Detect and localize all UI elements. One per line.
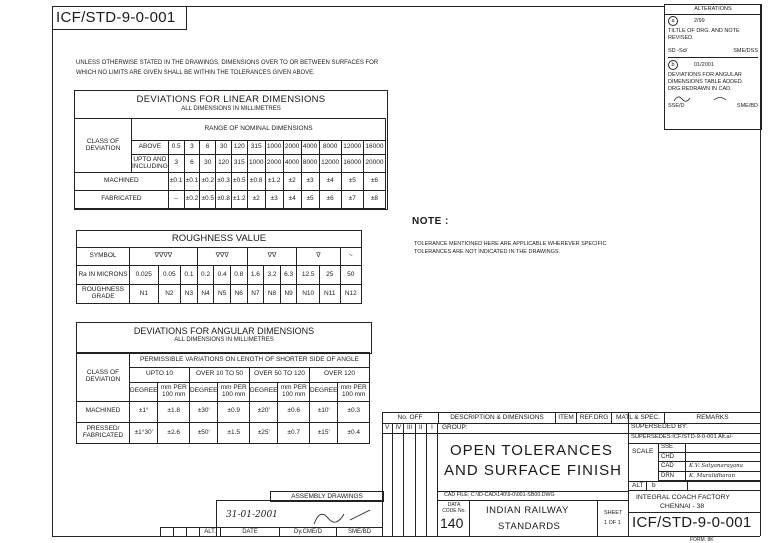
footer-dy: Dy.CME/D (279, 528, 336, 537)
alteration-a-date: 2/99 (694, 18, 705, 24)
linear-above-cell: 16000 (363, 141, 385, 155)
angular-value-cell: ±2.6 (158, 422, 190, 443)
roughness-ra-cell: 0.025 (130, 266, 159, 285)
tb-roman-cell: III (404, 423, 415, 433)
footer-cell-2 (173, 528, 186, 537)
linear-value-cell: ±1.2 (231, 191, 247, 209)
linear-above-cell: 2000 (283, 141, 301, 155)
roughness-ra-cell: 25 (319, 266, 340, 285)
linear-upto-cell: 8000 (301, 155, 319, 173)
angular-title: DEVIATIONS FOR ANGULAR DIMENSIONS (133, 326, 315, 336)
roughness-symbol-label: SYMBOL (77, 248, 130, 266)
roughness-ra-cell: 12.5 (297, 266, 320, 285)
role-row (658, 443, 760, 453)
tb-roman-cell: IV (393, 423, 404, 433)
linear-value-cell: ±0.2 (200, 173, 216, 191)
linear-upto-cell: 2000 (265, 155, 283, 173)
angular-value-cell: ±1.5 (218, 422, 250, 443)
tb-col-iii (404, 433, 415, 536)
angular-value-cell: ±30' (190, 401, 218, 422)
alteration-b-mark: b (668, 60, 678, 70)
linear-row-name: FABRICATED (75, 191, 169, 209)
linear-title: DEVIATIONS FOR LINEAR DIMENSIONS (136, 94, 326, 105)
linear-value-cell: ±0.1 (168, 173, 184, 191)
alterations-title: ALTERATIONS (665, 5, 761, 15)
roughness-ra-cell: 3.2 (264, 266, 281, 285)
roughness-grade-label: ROUGHNESS GRADE (77, 285, 130, 304)
supersedes: SUPERSEDES:ICF/STD-9-0-001 Alt.a/- (631, 434, 734, 440)
roughness-grade-cell: N11 (319, 285, 340, 304)
roughness-symbol-cell: ~ (340, 248, 361, 266)
linear-above-cell: 315 (247, 141, 265, 155)
linear-above-cell: 6 (200, 141, 216, 155)
role-label: CHD (658, 453, 686, 462)
angular-degree-header: DEGREE (130, 382, 158, 401)
angular-degree-header: DEGREE (250, 382, 278, 401)
linear-value-cell: ±0.2 (184, 191, 200, 209)
org-line2: STANDARDS (498, 521, 561, 532)
roughness-grade-cell: N3 (181, 285, 198, 304)
alteration-a-text: TILTLE OF DRG. AND NOTE REVISED. (668, 28, 740, 41)
roughness-ra-cell: 6.3 (280, 266, 297, 285)
role-label: DRN (658, 472, 686, 481)
footer-date: DATE (220, 528, 279, 537)
roughness-ra-cell: 0.2 (197, 266, 214, 285)
roughness-grade-cell: N7 (247, 285, 264, 304)
tb-right-divider (628, 412, 629, 536)
linear-value-cell: ±7 (341, 191, 363, 209)
tb-desc-label: DESCRIPTION & DIMENSIONS (439, 412, 556, 423)
angular-value-cell: ±25' (250, 422, 278, 443)
angular-table (76, 322, 372, 354)
alteration-a-mark: a (668, 16, 678, 26)
tb-header-row (382, 412, 760, 424)
angular-class-label: CLASS OF DEVIATION (77, 353, 130, 402)
linear-value-cell: ±0.8 (216, 191, 232, 209)
linear-value-cell: ±2 (283, 173, 301, 191)
angular-grid (76, 352, 370, 444)
linear-value-cell: ±4 (283, 191, 301, 209)
data-code-divider (469, 500, 470, 536)
alteration-b-signs (668, 103, 758, 110)
roughness-symbol-cell: ∇∇∇ (197, 248, 247, 266)
role-name (686, 453, 760, 462)
angular-row-name: MACHINED (77, 401, 130, 422)
role-row (658, 462, 760, 472)
angular-value-cell: ±1°30' (130, 422, 158, 443)
roughness-title: ROUGHNESS VALUE (76, 230, 362, 248)
linear-row-name: MACHINED (75, 173, 169, 191)
alterations-box (664, 4, 762, 130)
linear-value-cell: ±3 (265, 191, 283, 209)
angular-mm-header: mm PER 100 mm (218, 382, 250, 401)
angular-mm-header: mm PER 100 mm (338, 382, 370, 401)
roles-block (658, 443, 760, 481)
role-label: SSE (658, 443, 686, 452)
intro-text: UNLESS OTHERWISE STATED IN THE DRAWINGS, DIMENSIONS OVER TO OR BETWEEN SURFACES FOR WHICH NO LIMITS ARE GIVEN SHALL BE WITHIN THE TOLERANCES GIVEN ABOVE. (76, 60, 379, 76)
roughness-grade-cell: N6 (230, 285, 247, 304)
linear-class-label: CLASS OF DEVIATION (75, 119, 132, 173)
roughness-ra-cell: 1.6 (247, 266, 264, 285)
data-code: 140 (440, 515, 464, 531)
angular-value-cell: ±50' (190, 422, 218, 443)
linear-value-cell: ±5 (301, 191, 319, 209)
linear-value-cell: ±4 (319, 173, 341, 191)
angular-group-header: OVER 120 (310, 367, 370, 382)
linear-above-cell: 8000 (319, 141, 341, 155)
alteration-a-sign-left: SD -Sd/ (668, 48, 688, 54)
linear-above-label: ABOVE (132, 141, 169, 155)
linear-value-cell: ±0.8 (247, 173, 265, 191)
sheet-label: SHEET (604, 510, 623, 516)
footer-cell-1 (160, 528, 173, 537)
linear-value-cell: ±1.2 (265, 173, 283, 191)
footer-cell-3 (186, 528, 199, 537)
roughness-symbol-cell: ∇∇∇∇ (130, 248, 198, 266)
angular-value-cell: ±0.4 (338, 422, 370, 443)
angular-perm-label: PERMISSIBLE VARIATIONS ON LENGTH OF SHORTER SIDE OF ANGLE (130, 353, 370, 368)
linear-value-cell: ±3 (301, 173, 319, 191)
linear-subtitle: ALL DIMENSIONS IN MILLIMETRES (181, 106, 281, 112)
linear-above-cell: 0.5 (168, 141, 184, 155)
sheet-divider (597, 500, 598, 536)
doc-id-header: ICF/STD-9-0-001 (52, 6, 187, 30)
angular-value-cell: ±10' (310, 401, 338, 422)
angular-group-header: OVER 10 TO 50 (190, 367, 250, 382)
linear-range-label: RANGE OF NOMINAL DIMENSIONS (132, 119, 386, 141)
roughness-ra-cell: 0.1 (181, 266, 198, 285)
angular-value-cell: ±1° (130, 401, 158, 422)
datacode-row-line (438, 500, 628, 501)
alteration-a-signs (668, 48, 758, 58)
angular-value-cell: ±20' (250, 401, 278, 422)
linear-value-cell: -- (168, 191, 184, 209)
factory-bottom-line (628, 512, 760, 513)
linear-value-cell: ±0.3 (216, 173, 232, 191)
factory-line2: CHENNAI - 38 (660, 503, 705, 510)
alteration-a (665, 15, 761, 59)
footer-sme: SME/BD (336, 528, 382, 537)
linear-upto-cell: 4000 (283, 155, 301, 173)
alt-cells (646, 481, 688, 490)
frame-top-line (182, 6, 664, 7)
footer-alt: ALT. (199, 528, 220, 537)
linear-above-cell: 120 (231, 141, 247, 155)
tb-col-i (427, 433, 438, 536)
linear-upto-cell: 30 (200, 155, 216, 173)
signature-b-graphic (668, 93, 748, 103)
linear-upto-label: UPTO AND INCLUDING (132, 155, 169, 173)
alteration-b (665, 59, 761, 111)
role-name (686, 443, 760, 452)
linear-upto-cell: 3 (168, 155, 184, 173)
linear-upto-cell: 12000 (319, 155, 341, 173)
signature-graphic (310, 504, 380, 528)
tb-off-text: OFF (409, 414, 423, 421)
note-text: TOLERANCE MENTIONED HERE ARE APPLICABLE WHEREVER SPECIFIC TOLERANCES ARE NOT INDICATED IN THE DRAWINGS. (414, 241, 607, 255)
angular-degree-header: DEGREE (190, 382, 218, 401)
roughness-ra-cell: 0.8 (230, 266, 247, 285)
angular-subtitle: ALL DIMENSIONS IN MILLIMETRES (174, 337, 274, 343)
tb-left-columns (382, 433, 438, 536)
linear-above-cell: 12000 (341, 141, 363, 155)
angular-value-cell: ±0.6 (278, 401, 310, 422)
alteration-a-sign-right: SME/DSS (733, 48, 758, 54)
tb-refdrg-label: REF.DRG (577, 412, 612, 423)
alteration-b-text: DEVIATIONS FOR ANGULAR DIMENSIONS TABLE ADDED. DRG.REDRAWN IN CAD. (668, 72, 744, 92)
linear-upto-cell: 120 (216, 155, 232, 173)
linear-value-cell: ±0.5 (231, 173, 247, 191)
angular-mm-header: mm PER 100 mm (158, 382, 190, 401)
linear-above-cell: 4000 (301, 141, 319, 155)
tb-col-iv (393, 433, 404, 536)
angular-degree-header: DEGREE (310, 382, 338, 401)
tb-no-text: No. (397, 414, 408, 421)
data-code-label: DATA CODE No. (442, 502, 466, 514)
tb-col-ii (416, 433, 427, 536)
angular-group-header: UPTO 10 (130, 367, 190, 382)
tb-no-label (382, 412, 439, 423)
linear-above-cell: 3 (184, 141, 200, 155)
factory-line1: INTEGRAL COACH FACTORY (636, 494, 730, 501)
roughness-ra-cell: 50 (340, 266, 361, 285)
tb-group-label: GROUP: (442, 424, 468, 431)
roughness-ra-cell: 0.4 (214, 266, 231, 285)
linear-value-cell: ±6 (363, 173, 385, 191)
roughness-grade-cell: N9 (280, 285, 297, 304)
roughness-symbol-cell: ∇∇ (247, 248, 297, 266)
alt-value: b (652, 482, 656, 489)
angular-value-cell: ±1.8 (158, 401, 190, 422)
alteration-b-sign-right: SME/BD (736, 103, 758, 109)
roughness-symbol-cell: ∇ (297, 248, 340, 266)
roughness-ra-label: Ra IN MICRONS (77, 266, 130, 285)
linear-grid (74, 118, 386, 209)
linear-upto-cell: 20000 (363, 155, 385, 173)
linear-value-cell: ±0.5 (200, 191, 216, 209)
drawing-title-line2: AND SURFACE FINISH (444, 462, 623, 479)
tb-roman-cell: II (416, 423, 427, 433)
role-row (658, 453, 760, 463)
cad-file: CAD FILE: C:\ID-CAD\140\9-0\001-SB00.DWG (444, 492, 555, 498)
tb-col-v (382, 433, 393, 536)
role-row (658, 472, 760, 482)
angular-value-cell: ±0.7 (278, 422, 310, 443)
linear-upto-cell: 16000 (341, 155, 363, 173)
tb-doc-id: ICF/STD-9-0-001 (632, 514, 752, 531)
angular-value-cell: ±15' (310, 422, 338, 443)
form-number: FORM. 8K (690, 537, 714, 543)
linear-value-cell: ±0.1 (184, 173, 200, 191)
linear-upto-cell: 6 (184, 155, 200, 173)
tb-matl-label: MATL & SPEC. (612, 412, 665, 423)
note-title: NOTE : (412, 216, 449, 227)
roughness-grade-cell: N4 (197, 285, 214, 304)
linear-upto-cell: 1000 (247, 155, 265, 173)
alteration-b-signature (668, 93, 758, 103)
roughness-grade-cell: N10 (297, 285, 320, 304)
alteration-b-date: 01/2001 (694, 62, 714, 68)
angular-value-cell: ±0.3 (338, 401, 370, 422)
superseded-by: SUPERSEDED BY: (631, 423, 688, 430)
alt-bottom-line (628, 490, 760, 491)
roughness-grade-cell: N12 (340, 285, 361, 304)
linear-value-cell: ±5 (341, 173, 363, 191)
alteration-b-sign-left: SSE/D (668, 103, 685, 109)
roughness-grade-cell: N1 (130, 285, 159, 304)
footer-row (160, 527, 382, 537)
linear-value-cell: ±2 (247, 191, 265, 209)
tb-item-label: ITEM (556, 412, 577, 423)
roughness-grade-cell: N5 (214, 285, 231, 304)
linear-upto-cell: 315 (231, 155, 247, 173)
tb-roman-cell: I (427, 423, 438, 433)
linear-value-cell: ±8 (363, 191, 385, 209)
roughness-grade-cell: N8 (264, 285, 281, 304)
role-name: K.V. Satyanarayana (689, 463, 743, 469)
roughness-grid (76, 247, 362, 304)
roughness-ra-cell: 0.05 (158, 266, 181, 285)
angular-mm-header: mm PER 100 mm (278, 382, 310, 401)
role-name: K. Muralidharan (689, 472, 735, 479)
angular-row-name: PRESSED/ FABRICATED (77, 422, 130, 443)
org-line1: INDIAN RAILWAY (486, 505, 569, 516)
linear-value-cell: ±6 (319, 191, 341, 209)
alt-label: ALT (632, 482, 644, 489)
tb-group-line (438, 433, 628, 434)
angular-group-header: OVER 50 TO 120 (250, 367, 310, 382)
tb-roman-cell: V (382, 423, 393, 433)
assembly-drawings: ASSEMBLY DRAWINGS (270, 491, 384, 502)
scale-label: SCALE (632, 448, 654, 455)
angular-value-cell: ±0.9 (218, 401, 250, 422)
drawing-title-line1: OPEN TOLERANCES (450, 442, 613, 459)
roughness-grade-cell: N2 (158, 285, 181, 304)
tb-remarks-label: REMARKS (696, 414, 729, 421)
sheet-value: 1 OF 1 (604, 520, 621, 526)
date-value: 31-01-2001 (226, 510, 278, 520)
role-label: CAD (658, 462, 686, 471)
linear-above-cell: 1000 (265, 141, 283, 155)
linear-above-cell: 30 (216, 141, 232, 155)
